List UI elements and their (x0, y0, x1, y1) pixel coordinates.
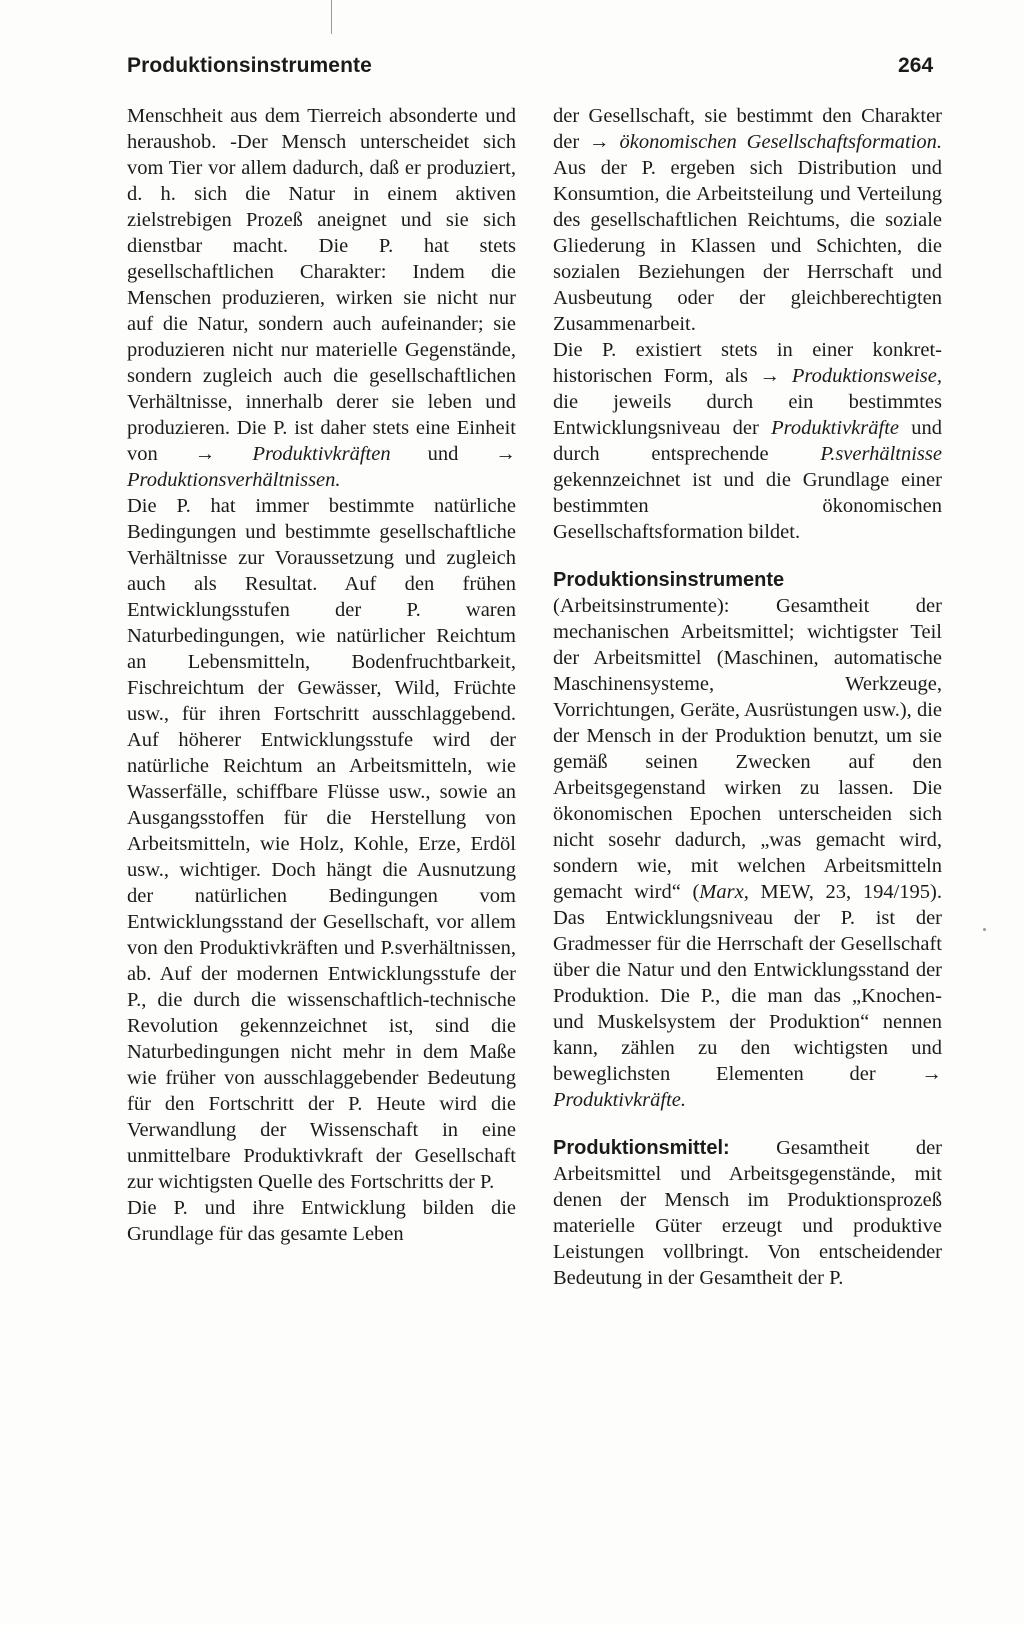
text-run: Die P. hat immer bestimmte natürliche Bedingungen und bestimmte gesellschaftliche Verhältnisse zur Voraussetzung und zugleich auch als Resultat. Auf den frühen Entwicklungsstufen der P. waren Naturbedingungen, wie natürlicher Reichtum an Lebensmitteln, Bodenfruchtbarkeit, Fischreichtum der Gewässer, Wild, Früchte usw., für ihren Fortschritt ausschlaggebend. Auf höherer Entwicklungsstufe wird der natürliche Reichtum an Arbeitsmitteln, wie Wasserfälle, schiffbare Flüsse usw., sowie an Ausgangsstoffen für die Herstellung von Arbeitsmitteln, wie Holz, Kohle, Erze, Erdöl usw., wichtiger. Doch hängt die Ausnutzung der natürlichen Bedingungen vom Entwicklungsstand der Gesellschaft, vor allem von den Produktivkräften und P.sverhältnissen, ab. Auf der modernen Entwicklungsstufe der P., die durch die wissenschaftlich-technische Revolution gekennzeichnet ist, sind die Naturbedingungen nicht mehr in dem Maße wie früher von ausschlaggebender Bedeutung für den Fortschritt der P. Heute wird die Verwandlung der Wissenschaft in eine unmittelbare Produktivkraft der Gesellschaft zur wichtigsten Quelle des Fortschritts der P. (127, 495, 516, 1193)
paragraph (553, 337, 942, 545)
text-run: gekennzeichnet ist und die Grundlage einer bestimmten ökonomischen Gesellschaftsformation bildet. (553, 469, 942, 543)
scan-mark (331, 0, 332, 34)
cross-reference: Produktionsverhältnissen. (127, 469, 341, 491)
cross-reference: ökonomischen Gesellschaftsformation. (619, 131, 942, 153)
cross-reference: Produktionsweise, (791, 365, 943, 387)
text-run (215, 443, 252, 465)
text-run: (Arbeitsinstrumente): Gesamtheit der mechanischen Arbeitsmittel; wichtigster Teil der Arbeitsmittel (Maschinen, automatische Maschinensysteme, Werkzeuge, Vorrichtungen, Geräte, Ausrüstungen usw.), die der Mensch in der Produktion benutzt, um sie gemäß seinen Zwecken auf den Arbeitsgegenstand wirken zu lassen. Die ökonomischen Epochen unterscheiden sich nicht sosehr dadurch, „was gemacht wird, sondern wie, mit welchen Arbeitsmitteln gemacht wird“ ( (553, 595, 942, 903)
cross-reference: Marx, (699, 881, 749, 903)
entry-headword: Produktionsinstrumente (553, 569, 785, 591)
cross-reference: Produktivkräfte. (553, 1089, 687, 1111)
text-run: Die P. existiert stets in einer konkret-historischen Form, als (553, 339, 942, 387)
cross-reference: P.sverhältnisse (820, 443, 942, 465)
text-run (780, 365, 792, 387)
text-run: Menschheit aus dem Tierreich absonderte und heraushob. -Der Mensch unterscheidet sich vom Tier vor allem dadurch, daß er produziert, d. h. sich die Natur in einem aktiven zielstrebigen Prozeß aneignet und sie sich dienstbar macht. Die P. hat stets gesellschaftlichen Charakter: Indem die Menschen produzieren, wirken sie nicht nur auf die Natur, sondern auch aufeinander; sie produzieren nicht nur materielle Gegenstände, sondern zugleich auch die gesellschaftlichen Verhältnisse, innerhalb derer sie leben und produzieren. Die P. ist daher stets eine Einheit von (127, 105, 516, 465)
text-run: und (390, 443, 496, 465)
paragraph (553, 103, 942, 337)
text-run: der Gesellschaft, sie bestimmt den Charakter der (553, 105, 942, 153)
text-column-left (127, 103, 516, 1247)
paragraph (127, 103, 516, 493)
text-run: die jeweils durch ein bestimmtes Entwicklungsniveau der (553, 391, 942, 439)
see-arrow-icon: → (921, 1063, 942, 1085)
paragraph (127, 1195, 516, 1247)
text-run: und durch entsprechende (553, 417, 943, 465)
text-run: MEW, 23, 194/195). Das Entwicklungsniveau der P. ist der Gradmesser für die Herrschaft der Gesellschaft über die Natur und den Entwicklungsstand der Produktion. Die P., die man das „Knochen- und Muskelsystem der Produktion“ nennen kann, zählen zu den wichtigsten und beweglichsten Elementen der (553, 881, 942, 1085)
see-arrow-icon: → (759, 365, 781, 387)
scan-speck (983, 928, 986, 931)
text-run: Gesamtheit der Arbeitsmittel und Arbeitsgegenstände, mit denen der Mensch im Produktionsprozeß materielle Güter erzeugt und produktive Leistungen vollbringt. Von entscheidender Bedeutung in der Gesamtheit der P. (553, 1137, 942, 1289)
page-number: 264 (898, 54, 934, 77)
text-column-right (553, 103, 942, 1291)
paragraph (553, 567, 942, 1113)
paragraph (553, 1135, 942, 1291)
text-run: Die P. und ihre Entwicklung bilden die Grundlage für das gesamte Leben (127, 1197, 516, 1245)
cross-reference: Produktivkräfte (771, 417, 899, 439)
cross-reference: Produktivkräften (252, 443, 391, 465)
see-arrow-icon: → (589, 131, 610, 153)
see-arrow-icon: → (194, 443, 216, 465)
see-arrow-icon: → (495, 443, 517, 465)
entry-headword: Produktionsmittel: (553, 1137, 730, 1159)
text-run: Aus der P. ergeben sich Distribution und Konsumtion, die Arbeitsteilung und Verteilung des gesellschaftlichen Reichtums, die soziale Gliederung in Klassen und Schichten, die sozialen Beziehungen der Herrschaft und Ausbeutung oder der gleichberechtigten Zusammenarbeit. (553, 157, 942, 335)
running-head-title: Produktionsinstrumente (127, 54, 372, 77)
text-run (610, 131, 620, 153)
paragraph (127, 493, 516, 1195)
